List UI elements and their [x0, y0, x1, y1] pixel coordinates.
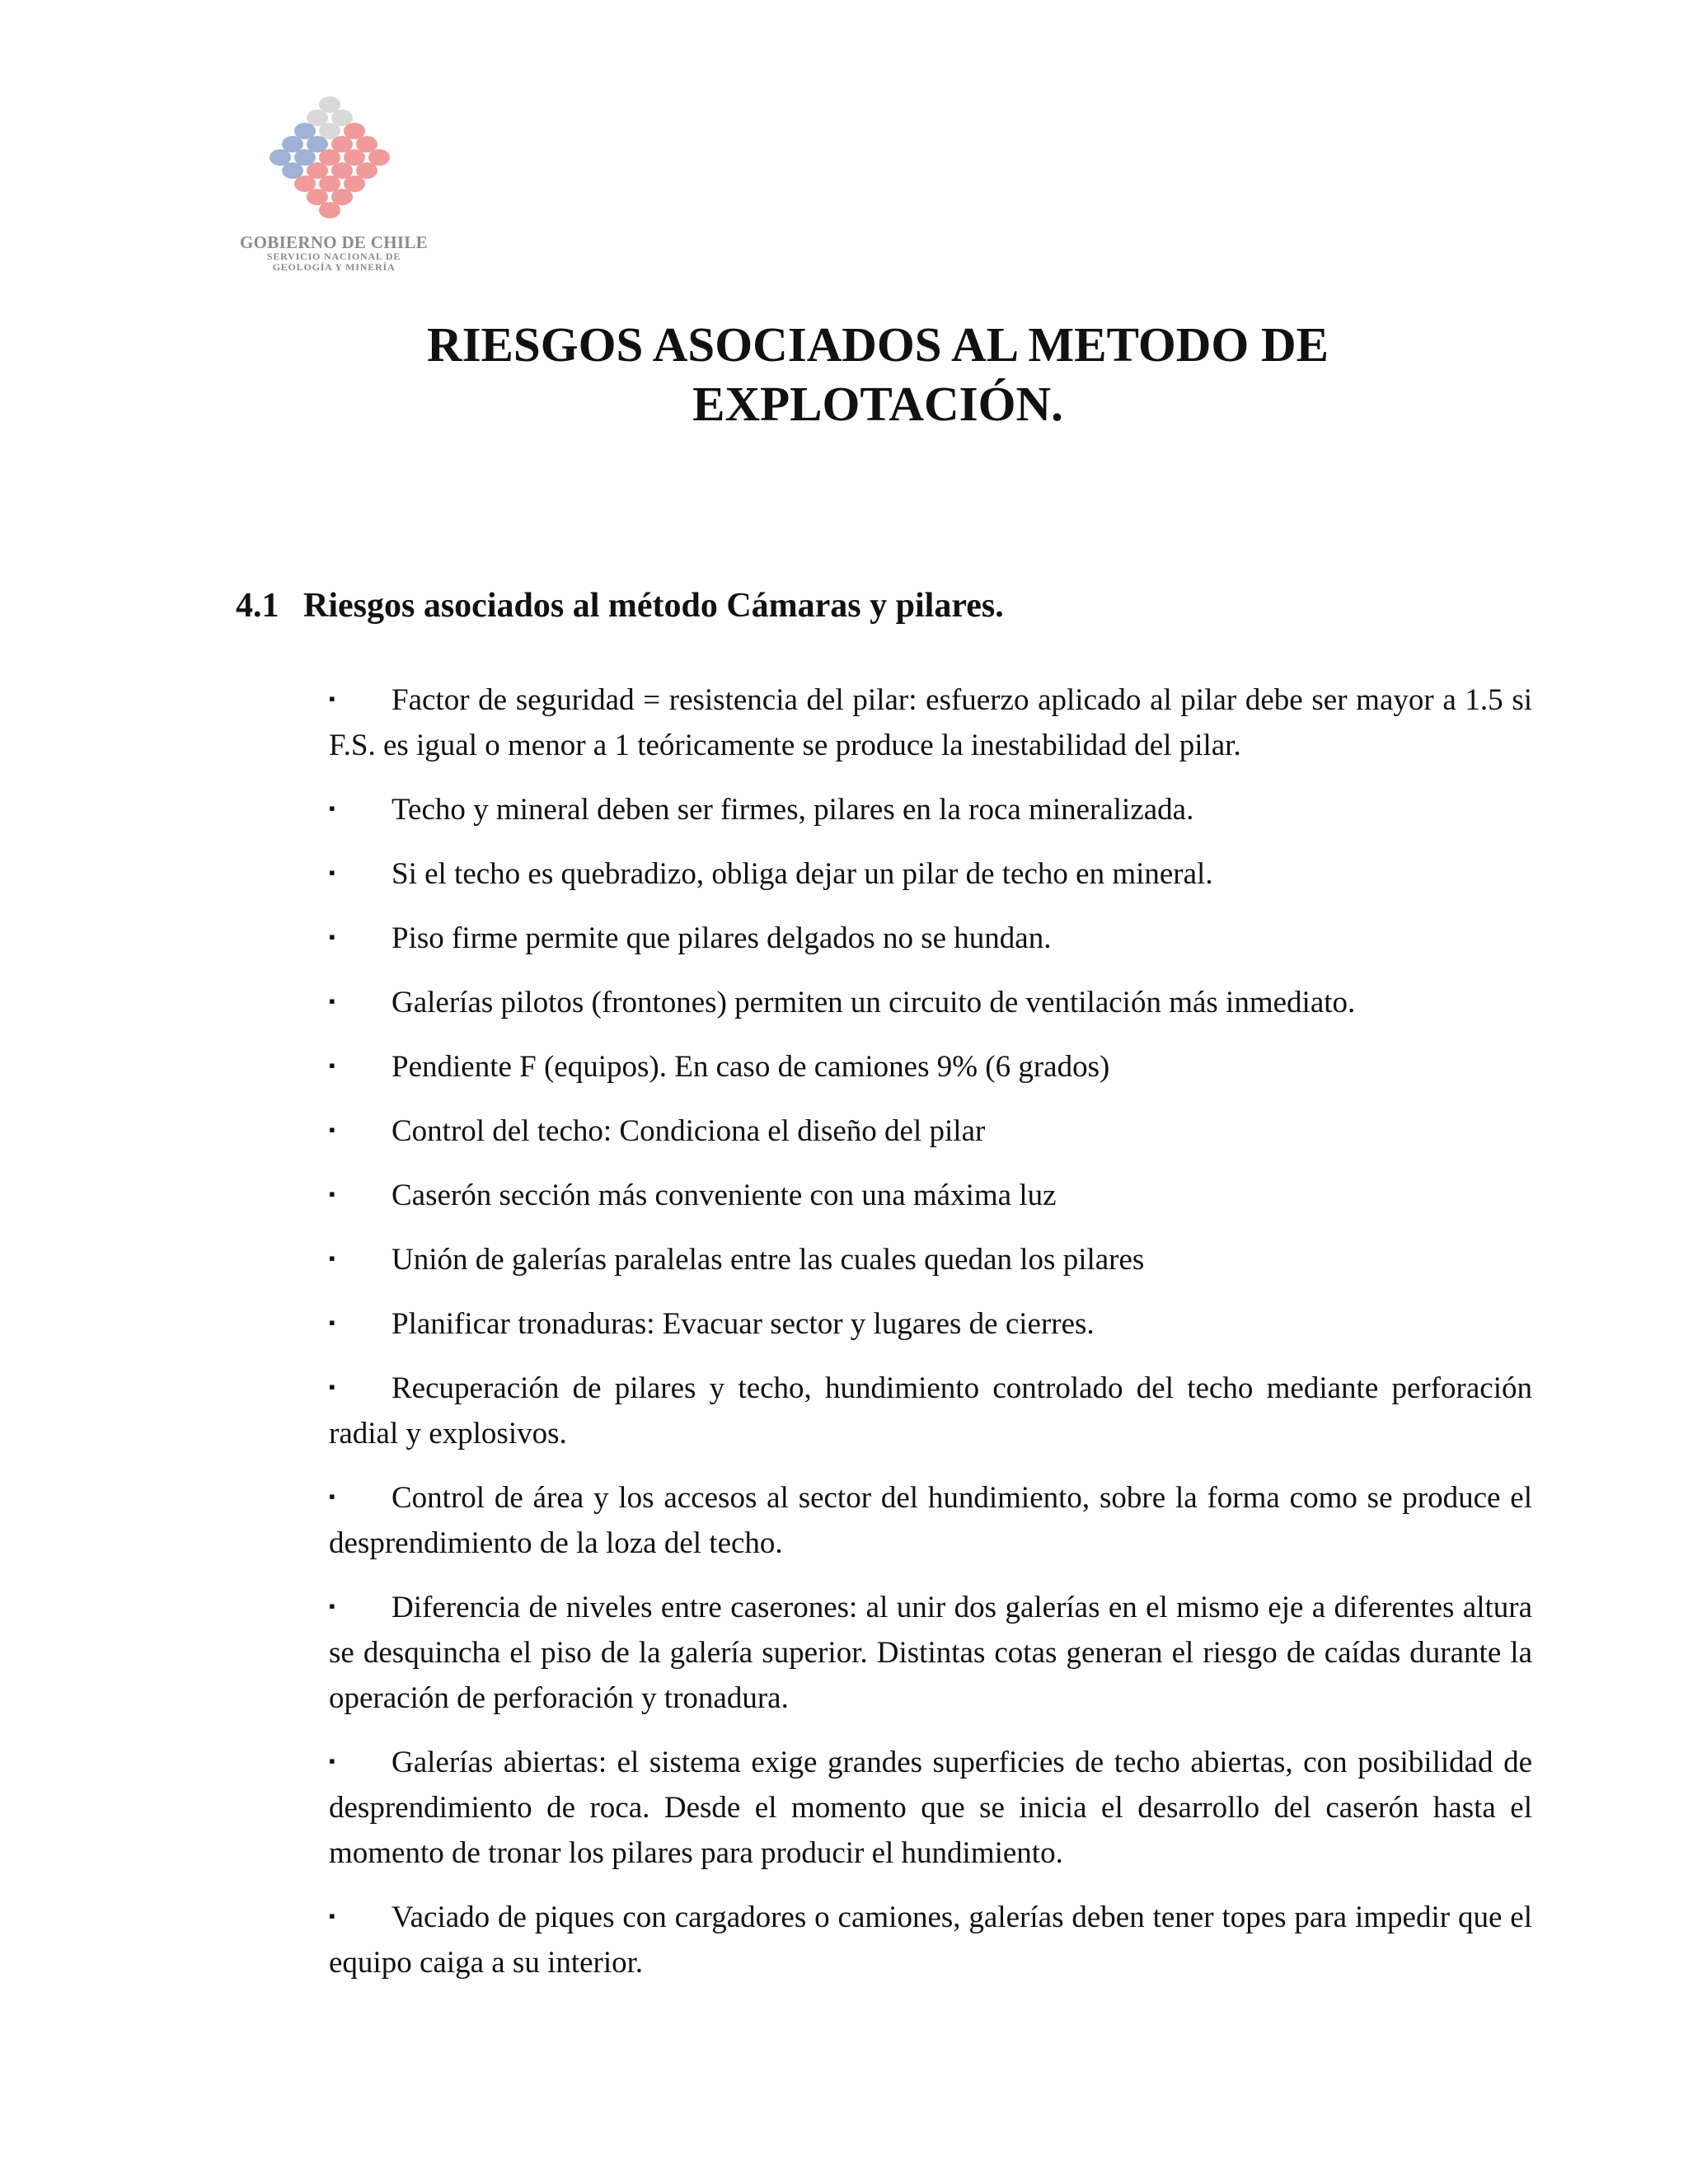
logo-dot: [282, 162, 303, 179]
bullet-icon: ▪: [329, 1312, 335, 1333]
list-item: [329, 785, 1532, 832]
section-number: 4.1: [236, 587, 279, 625]
list-item-text: Planificar tronaduras: Evacuar sector y lugares de cierres.: [392, 1307, 1095, 1341]
list-item: [329, 676, 1532, 768]
bullet-icon: ▪: [329, 1905, 335, 1926]
section-title: Riesgos asociados al método Cámaras y pilares.: [303, 587, 1004, 625]
logo-dot: [294, 176, 316, 192]
list-item: [329, 1364, 1532, 1456]
logo-dot: [356, 136, 377, 152]
logo-dot: [294, 123, 316, 139]
list-item-text: Galerías pilotos (frontones) permiten un circuito de ventilación más inmediato.: [392, 986, 1356, 1019]
section-heading: [236, 583, 1004, 629]
logo-dot: [319, 123, 340, 139]
list-item: [329, 1235, 1532, 1282]
logo-dot: [319, 202, 340, 218]
gobierno-de-chile-logo: [235, 87, 433, 284]
list-item-text: Galerías abiertas: el sistema exige grandes superficies de techo abiertas, con posibilidad de desprendimiento de roca. Desde el momento que se inicia el desarrollo del caserón hasta el momento de tronar los pilares para producir el hundimiento.: [329, 1746, 1532, 1870]
logo-dot: [282, 136, 303, 152]
list-item-text: Pendiente F (equipos). En caso de camiones 9% (6 grados): [392, 1050, 1110, 1084]
bullet-icon: ▪: [329, 1055, 335, 1076]
logo-dot: [356, 162, 377, 179]
list-item: [329, 1474, 1532, 1566]
list-item: [329, 1171, 1532, 1218]
list-item-text: Factor de seguridad = resistencia del pilar: esfuerzo aplicado al pilar debe ser mayor a 1.5 si F.S. es igual o menor a 1 teóricamente se produce la inestabilidad del pilar.: [329, 683, 1532, 762]
bullet-icon: ▪: [329, 798, 335, 818]
risk-list: [329, 676, 1532, 2003]
logo-dot: [319, 149, 340, 166]
list-item: [329, 1583, 1532, 1721]
logo-text: [235, 233, 433, 272]
bullet-icon: ▪: [329, 1750, 335, 1771]
list-item: [329, 978, 1532, 1025]
list-item: [329, 1107, 1532, 1154]
logo-dot: [331, 189, 353, 205]
list-item: [329, 850, 1532, 897]
list-item-text: Caserón sección más conveniente con una máxima luz: [392, 1179, 1057, 1212]
list-item-text: Si el techo es quebradizo, obliga dejar un pilar de techo en mineral.: [392, 857, 1213, 891]
list-item-text: Diferencia de niveles entre caserones: al unir dos galerías en el mismo eje a diferentes altura se desquincha el piso de la galería superior. Distintas cotas generan el riesgo de caídas durante la operación de perforación y tronadura.: [329, 1591, 1532, 1715]
list-item-text: Recuperación de pilares y techo, hundimiento controlado del techo mediante perforación radial y explosivos.: [329, 1371, 1532, 1451]
list-item: [329, 1738, 1532, 1876]
list-item-text: Control de área y los accesos al sector del hundimiento, sobre la forma como se produce el desprendimiento de la loza del techo.: [329, 1481, 1532, 1560]
list-item: [329, 1043, 1532, 1090]
logo-dot: [319, 96, 340, 113]
list-item-text: Vaciado de piques con cargadores o camiones, galerías deben tener topes para impedir que el equipo caiga a su interior.: [329, 1900, 1532, 1980]
list-item: [329, 1893, 1532, 1985]
logo-dot: [331, 110, 353, 126]
list-item: [329, 1300, 1532, 1347]
logo-dot: [270, 149, 291, 166]
title-line-1: RIESGOS ASOCIADOS AL METODO DE: [426, 317, 1329, 372]
logo-dot: [344, 149, 365, 166]
logo-line-2: SERVICIO NACIONAL DE: [266, 251, 401, 263]
list-item-text: Techo y mineral deben ser firmes, pilares en la roca mineralizada.: [392, 793, 1194, 827]
logo-emblem-icon: [260, 87, 408, 235]
bullet-icon: ▪: [329, 1183, 335, 1204]
bullet-icon: ▪: [329, 862, 335, 883]
logo-dot: [368, 149, 390, 166]
list-item-text: Unión de galerías paralelas entre las cuales quedan los pilares: [392, 1243, 1145, 1277]
logo-dot: [319, 176, 340, 192]
bullet-icon: ▪: [329, 1486, 335, 1507]
list-item-text: Control del techo: Condiciona el diseño del pilar: [392, 1114, 986, 1148]
logo-dot: [307, 162, 328, 179]
logo-dot: [344, 176, 365, 192]
list-item: [329, 914, 1532, 961]
logo-line-1: GOBIERNO DE CHILE: [240, 232, 428, 252]
bullet-icon: ▪: [329, 1248, 335, 1268]
logo-line-3: GEOLOGÍA Y MINERÍA: [272, 260, 396, 273]
logo-dot: [307, 136, 328, 152]
document-title: [165, 315, 1591, 434]
logo-dot: [307, 110, 328, 126]
logo-dot: [294, 149, 316, 166]
logo-dot: [344, 123, 365, 139]
bullet-icon: ▪: [329, 991, 335, 1011]
bullet-icon: ▪: [329, 926, 335, 947]
logo-dot: [331, 136, 353, 152]
bullet-icon: ▪: [329, 1596, 335, 1616]
bullet-icon: ▪: [329, 1376, 335, 1397]
title-line-2: EXPLOTACIÓN.: [692, 377, 1063, 431]
bullet-icon: ▪: [329, 688, 335, 709]
list-item-text: Piso firme permite que pilares delgados no se hundan.: [392, 921, 1052, 955]
bullet-icon: ▪: [329, 1119, 335, 1140]
logo-dot: [307, 189, 328, 205]
logo-dot: [331, 162, 353, 179]
